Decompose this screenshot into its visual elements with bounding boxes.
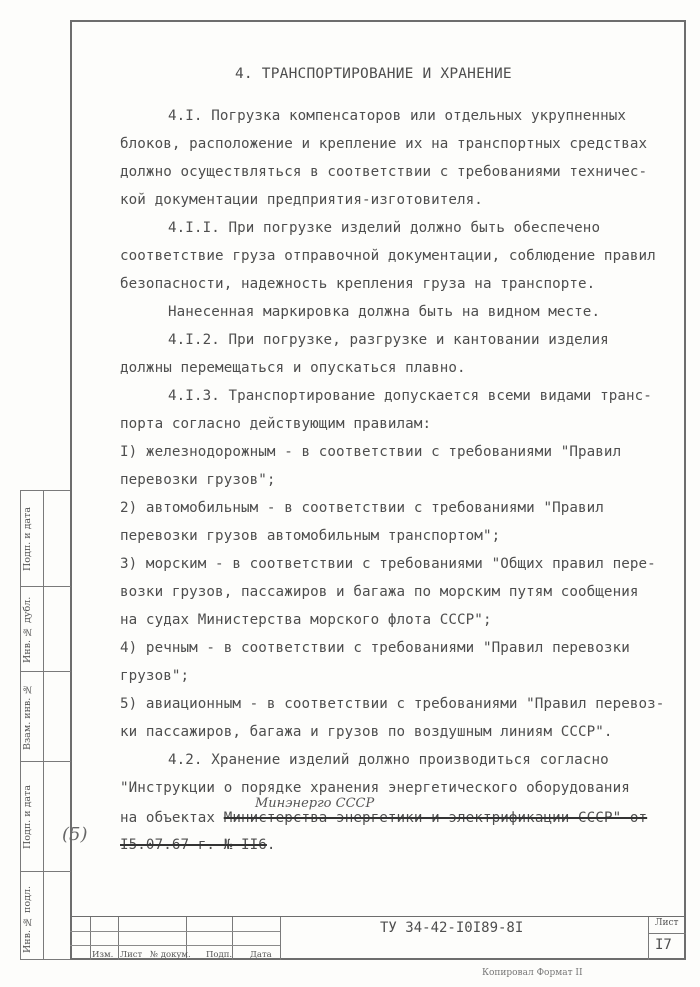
text-line: безопасности, надежность крепления груза на транспорте. — [120, 276, 596, 292]
margin-label-2: Инв. № дубл. — [22, 596, 33, 663]
text-line: 4.I. Погрузка компенсаторов или отдельных укрупненных — [168, 108, 627, 124]
text-line: 4.I.3. Транспортирование допускается всеми видами транс- — [168, 388, 652, 404]
sheet-label: Лист — [655, 918, 679, 928]
text-line: 4) речным - в соответствии с требованиями "Правил перевозки — [120, 640, 630, 656]
text-line: 2) автомобильным - в соответствии с требованиями "Правил — [120, 500, 604, 516]
col-docnum: № докум. — [150, 950, 191, 960]
sheet-number: I7 — [655, 937, 672, 953]
text-line: соответствие груза отправочной документации, соблюдение правил — [120, 248, 656, 264]
text-line: "Инструкции о порядке хранения энергетического оборудования — [120, 780, 630, 796]
struck-text-2: I5.07.67 г. № II6 — [120, 837, 267, 853]
margin-label-5: Инв. № подл. — [22, 886, 33, 953]
text-line-date — [120, 837, 276, 853]
text-line: ки пассажиров, багажа и грузов по воздушным линиям СССР". — [120, 724, 613, 740]
text-line: перевозки грузов автомобильным транспортом"; — [120, 528, 501, 544]
text-line: 4.2. Хранение изделий должно производиться согласно — [168, 752, 609, 768]
margin-label-1: Подп. и дата — [22, 507, 33, 572]
text-line: 4.I.I. При погрузке изделий должно быть обеспечено — [168, 220, 601, 236]
text-suffix: . — [266, 837, 276, 853]
text-line: I) железнодорожным - в соответствии с требованиями "Правил — [120, 444, 622, 460]
text-line: на судах Министерства морского флота СССР"; — [120, 612, 492, 628]
text-line: Нанесенная маркировка должна быть на видном месте. — [168, 304, 601, 320]
text-line: блоков, расположение и крепление их на транспортных средствах — [120, 136, 648, 152]
text-line: 5) авиационным - в соответствии с требованиями "Правил перевоз- — [120, 696, 665, 712]
text-line: должно осуществляться в соответствии с требованиями техничес- — [120, 164, 648, 180]
handwritten-correction: Минэнерго СССР — [255, 796, 375, 811]
text-line: порта согласно действующим правилам: — [120, 416, 432, 432]
text-line: перевозки грузов"; — [120, 472, 276, 488]
section-heading: 4. ТРАНСПОРТИРОВАНИЕ И ХРАНЕНИЕ — [235, 66, 512, 82]
text-line: грузов"; — [120, 668, 190, 684]
handwritten-mark: (5) — [62, 824, 88, 845]
margin-label-3: Взам. инв. № — [22, 683, 33, 751]
struck-text-1: Министерства энергетики и электрификации СССР" от — [223, 810, 648, 826]
text-line-objects — [120, 810, 647, 826]
text-line: возки грузов, пассажиров и багажа по морским путям сообщения — [120, 584, 639, 600]
text-line: кой документации предприятия-изготовителя. — [120, 192, 483, 208]
text-line: 3) морским - в соответствии с требованиями "Общих правил пере- — [120, 556, 656, 572]
document-code: ТУ 34-42-I0I89-8I — [380, 920, 524, 936]
text-line: 4.I.2. При погрузке, разгрузке и кантовании изделия — [168, 332, 609, 348]
text-line: должны перемещаться и опускаться плавно. — [120, 360, 466, 376]
margin-label-4: Подп. и дата — [22, 785, 33, 850]
text-prefix: на объектах — [120, 810, 216, 826]
col-podp: Подп. — [206, 950, 233, 960]
col-list: Лист — [120, 950, 143, 960]
footer-note: Копировал Формат II — [482, 968, 583, 978]
col-date: Дата — [250, 950, 272, 960]
margin-stamp — [20, 490, 70, 960]
col-izm: Изм. — [92, 950, 114, 960]
